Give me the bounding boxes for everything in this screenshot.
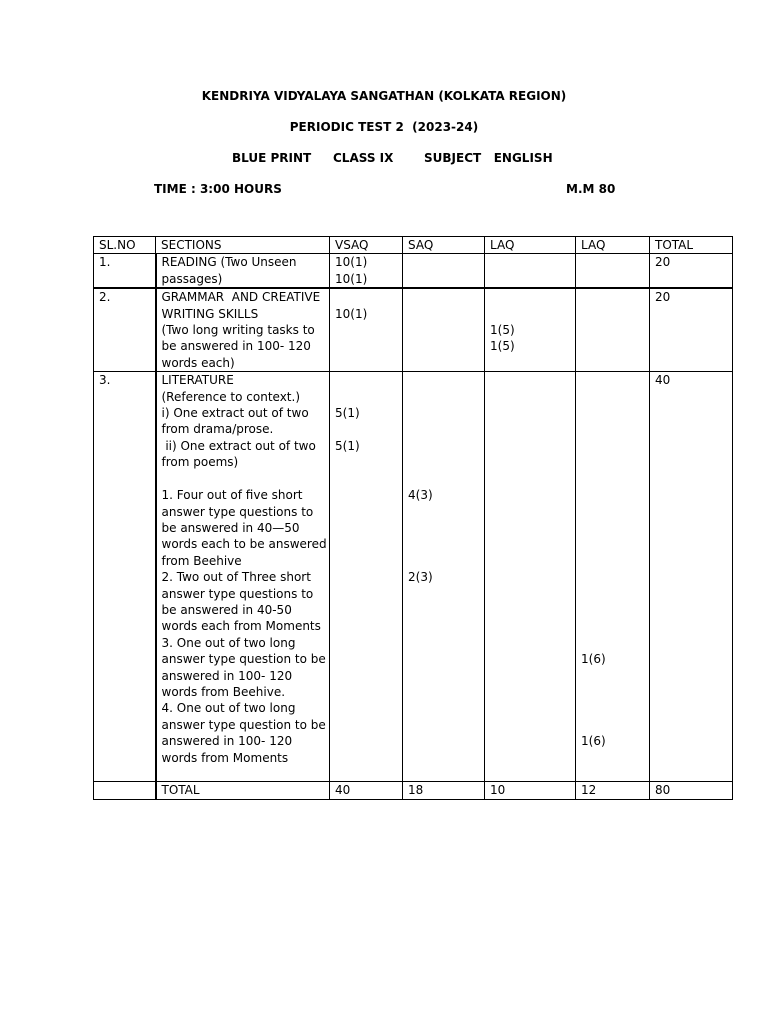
laq-cell <box>485 288 576 372</box>
laq-2-cell <box>576 288 650 372</box>
table-row-reading <box>94 254 733 288</box>
vsaq-total-cell: 40 <box>330 782 403 799</box>
saq-cell <box>403 254 485 288</box>
table-row-grammar <box>94 288 733 372</box>
saq-cell <box>403 372 485 782</box>
table-row-literature <box>94 372 733 782</box>
saq-value: 4(3) <box>408 488 433 503</box>
section-text: words from Moments <box>161 750 289 765</box>
subject-label: SUBJECT ENGLISH <box>424 151 553 165</box>
laq-cell <box>485 372 576 782</box>
section-text: answer type questions to <box>161 504 314 519</box>
column-header-sections: SECTIONS <box>156 237 330 254</box>
organization-title: KENDRIYA VIDYALAYA SANGATHAN (KOLKATA REGION) <box>201 89 567 103</box>
section-text: words each from Moments <box>161 619 321 634</box>
section-text: 4. One out of two long <box>161 701 296 716</box>
section-text: answer type question to be <box>161 717 326 732</box>
laq-value: 1(5) <box>490 339 515 354</box>
vsaq-cell <box>330 254 403 288</box>
laq-2-value: 1(6) <box>581 652 606 667</box>
section-text: (Reference to context.) <box>161 389 301 404</box>
laq-cell <box>485 254 576 288</box>
section-text: words each to be answered <box>161 537 327 552</box>
laq-2-cell <box>576 372 650 782</box>
section-cell <box>156 254 330 288</box>
total-cell: 20 <box>650 254 733 288</box>
section-text: answer type question to be <box>161 652 326 667</box>
section-text: READING (Two Unseen <box>161 255 297 270</box>
section-text: (Two long writing tasks to <box>161 323 315 338</box>
table-header-row <box>94 237 733 254</box>
column-header-vsaq: VSAQ <box>330 237 403 254</box>
column-header-total: TOTAL <box>650 237 733 254</box>
section-text: GRAMMAR AND CREATIVE <box>161 290 321 305</box>
grand-total-cell: 80 <box>650 782 733 799</box>
section-text: passages) <box>161 271 223 286</box>
laq-2-total-cell: 12 <box>576 782 650 799</box>
blueprint-label: BLUE PRINT <box>232 151 312 165</box>
total-cell: 20 <box>650 288 733 372</box>
vsaq-value: 10(1) <box>335 271 368 286</box>
test-title: PERIODIC TEST 2 (2023-24) <box>289 120 479 134</box>
section-text: WRITING SKILLS <box>161 306 259 321</box>
slno-cell: 3. <box>94 372 156 782</box>
section-text: i) One extract out of two <box>161 406 309 421</box>
slno-cell: 1. <box>94 254 156 288</box>
class-label: CLASS IX <box>333 151 394 165</box>
vsaq-cell <box>330 372 403 782</box>
section-text: be answered in 40—50 <box>161 520 300 535</box>
section-text: be answered in 40-50 <box>161 602 292 617</box>
section-text: from drama/prose. <box>161 422 274 437</box>
laq-2-cell <box>576 254 650 288</box>
column-header-slno: SL.NO <box>94 237 156 254</box>
section-text: 1. Four out of five short <box>161 488 303 503</box>
column-header-laq: LAQ <box>485 237 576 254</box>
vsaq-value: 10(1) <box>335 306 368 321</box>
vsaq-value: 5(1) <box>335 406 360 421</box>
vsaq-cell <box>330 288 403 372</box>
saq-cell <box>403 288 485 372</box>
section-text: words each) <box>161 355 235 370</box>
max-marks-label: M.M 80 <box>566 182 616 196</box>
laq-value: 1(5) <box>490 323 515 338</box>
section-text: from poems) <box>161 455 239 470</box>
slno-cell: 2. <box>94 288 156 372</box>
section-cell <box>156 372 330 782</box>
table-row-total <box>94 782 733 799</box>
saq-total-cell: 18 <box>403 782 485 799</box>
laq-2-value: 1(6) <box>581 734 606 749</box>
section-text: answered in 100- 120 <box>161 734 293 749</box>
total-cell: 40 <box>650 372 733 782</box>
column-header-laq-2: LAQ <box>576 237 650 254</box>
section-text: be answered in 100- 120 <box>161 339 311 354</box>
section-text: answer type questions to <box>161 586 314 601</box>
section-text: from Beehive <box>161 553 242 568</box>
section-text: 3. One out of two long <box>161 635 296 650</box>
column-header-saq: SAQ <box>403 237 485 254</box>
saq-value: 2(3) <box>408 570 433 585</box>
laq-total-cell: 10 <box>485 782 576 799</box>
blueprint-table <box>93 236 733 800</box>
section-text: 2. Two out of Three short <box>161 570 311 585</box>
total-label-cell: TOTAL <box>156 782 330 799</box>
section-text: ii) One extract out of two <box>161 438 316 453</box>
section-cell <box>156 288 330 372</box>
vsaq-value: 5(1) <box>335 438 360 453</box>
section-text: words from Beehive. <box>161 684 286 699</box>
vsaq-value: 10(1) <box>335 255 368 270</box>
section-text: LITERATURE <box>161 373 234 388</box>
section-text: answered in 100- 120 <box>161 668 293 683</box>
slno-cell <box>94 782 156 799</box>
time-label: TIME : 3:00 HOURS <box>154 182 282 196</box>
